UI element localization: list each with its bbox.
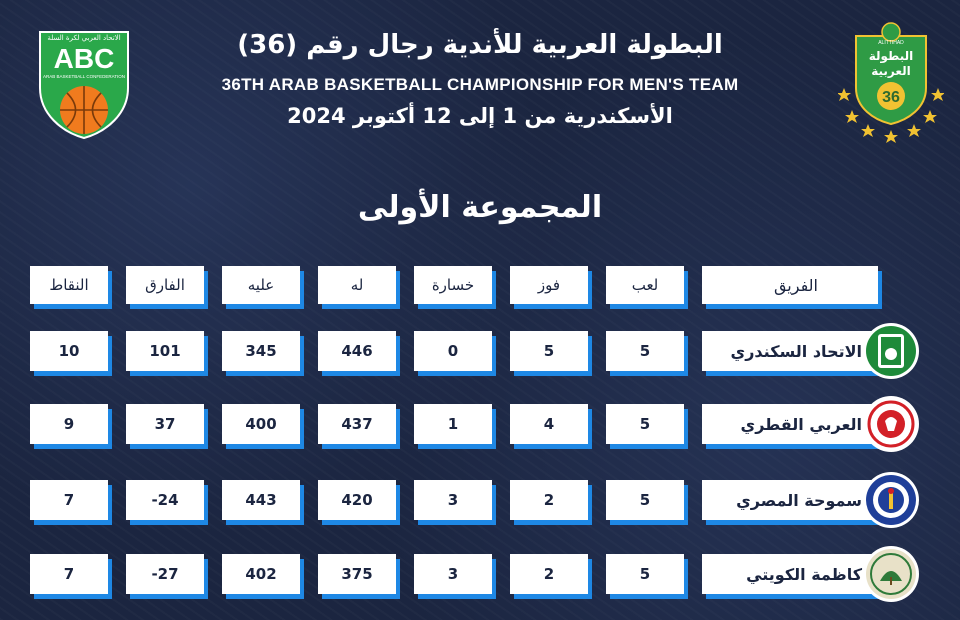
abc-logo bbox=[34, 28, 134, 140]
team-name: العربي القطري bbox=[702, 404, 878, 444]
won-value: 2 bbox=[510, 554, 588, 594]
played-value: 5 bbox=[606, 404, 684, 444]
team-name: كاظمة الكويتي bbox=[702, 554, 878, 594]
against-value: 400 bbox=[222, 404, 300, 444]
header-diff: الفارق bbox=[126, 266, 204, 304]
played-value: 5 bbox=[606, 480, 684, 520]
champ-logo-number: 36 bbox=[882, 89, 900, 106]
played-value: 5 bbox=[606, 554, 684, 594]
header-team: الفريق bbox=[702, 266, 878, 304]
won-value: 5 bbox=[510, 331, 588, 371]
team-name: سموحة المصري bbox=[702, 480, 878, 520]
header-lost: خسارة bbox=[414, 266, 492, 304]
lost-value: 3 bbox=[414, 554, 492, 594]
championship-logo bbox=[838, 22, 944, 144]
against-value: 443 bbox=[222, 480, 300, 520]
against-value: 402 bbox=[222, 554, 300, 594]
points-value: 10 bbox=[30, 331, 108, 371]
for-value: 420 bbox=[318, 480, 396, 520]
points-value: 7 bbox=[30, 480, 108, 520]
diff-value: -24 bbox=[126, 480, 204, 520]
won-value: 2 bbox=[510, 480, 588, 520]
abc-arabic-text: الاتحاد العربي لكرة السلة bbox=[47, 34, 121, 42]
championship-title-arabic: البطولة العربية للأندية رجال رقم (36) bbox=[237, 30, 723, 60]
championship-title-english: 36TH ARAB BASKETBALL CHAMPIONSHIP FOR MEN'S TEAM bbox=[221, 75, 739, 94]
header-against: عليه bbox=[222, 266, 300, 304]
team-badge-icon bbox=[866, 399, 916, 449]
team-badge-icon bbox=[866, 475, 916, 525]
abc-sub: ARAB BASKETBALL CONFEDERATION bbox=[42, 74, 126, 79]
for-value: 375 bbox=[318, 554, 396, 594]
played-value: 5 bbox=[606, 331, 684, 371]
header-played: لعب bbox=[606, 266, 684, 304]
header-for: له bbox=[318, 266, 396, 304]
header-points: النقاط bbox=[30, 266, 108, 304]
team-badge-icon bbox=[866, 326, 916, 376]
champ-logo-ar2: العربية bbox=[871, 64, 911, 78]
points-value: 9 bbox=[30, 404, 108, 444]
diff-value: 101 bbox=[126, 331, 204, 371]
points-value: 7 bbox=[30, 554, 108, 594]
for-value: 446 bbox=[318, 331, 396, 371]
group-title: المجموعة الأولى bbox=[357, 190, 603, 225]
abc-letters: ABC bbox=[53, 43, 115, 74]
champ-logo-ar1: البطولة bbox=[868, 49, 914, 63]
lost-value: 1 bbox=[414, 404, 492, 444]
lost-value: 0 bbox=[414, 331, 492, 371]
diff-value: -27 bbox=[126, 554, 204, 594]
team-name: الاتحاد السكندري bbox=[702, 331, 878, 371]
lost-value: 3 bbox=[414, 480, 492, 520]
champ-logo-top: ALITTIHAD bbox=[878, 40, 904, 46]
header-won: فوز bbox=[510, 266, 588, 304]
championship-dates: الأسكندرية من 1 إلى 12 أكتوبر 2024 bbox=[287, 104, 673, 128]
against-value: 345 bbox=[222, 331, 300, 371]
won-value: 4 bbox=[510, 404, 588, 444]
team-badge-icon bbox=[866, 549, 916, 599]
diff-value: 37 bbox=[126, 404, 204, 444]
for-value: 437 bbox=[318, 404, 396, 444]
